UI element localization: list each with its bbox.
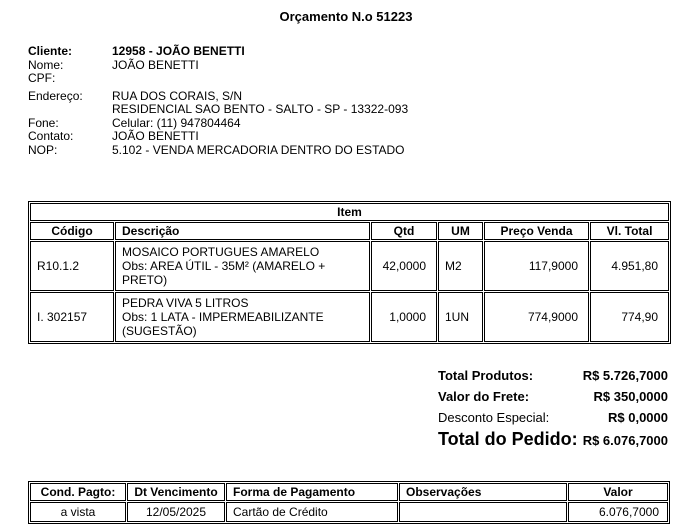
cell-forma-pagamento: Cartão de Crédito: [226, 502, 398, 522]
item-table-title: Item: [30, 203, 669, 221]
item-table-header-row: [30, 222, 669, 240]
table-row: [30, 241, 669, 291]
client-label: Contato:: [28, 129, 74, 143]
client-row-cpf: [28, 72, 692, 86]
cell-dt-vencimento: 12/05/2025: [127, 502, 225, 522]
valor-frete-value: R$ 350,0000: [593, 389, 668, 404]
valor-frete-row: [438, 390, 668, 404]
client-row-nop: [28, 144, 692, 158]
client-value: Celular: (11) 947804464: [112, 115, 241, 130]
client-info-block: [28, 45, 692, 157]
total-produtos-value: R$ 5.726,7000: [582, 368, 668, 383]
column-header-cond-pagto: Cond. Pagto:: [30, 483, 126, 501]
total-produtos-label: Total Produtos:: [438, 368, 534, 383]
column-header-qtd: Qtd: [371, 222, 437, 240]
cell-qtd: 42,0000: [371, 241, 437, 291]
item-obs: Obs: AREA ÚTIL - 35M² (AMARELO + PRETO): [122, 259, 326, 287]
item-table: [28, 201, 671, 344]
cell-vl-total: 774,90: [590, 292, 669, 342]
client-value: JOÃO BENETTI: [112, 57, 199, 72]
client-label: Cliente:: [28, 44, 73, 58]
cell-vl-total: 4.951,80: [590, 241, 669, 291]
client-label: Nome:: [28, 57, 64, 72]
desconto-especial-row: [438, 411, 668, 425]
column-header-um: UM: [438, 222, 483, 240]
page-title: Orçamento N.o 51223: [279, 9, 413, 24]
cell-descricao: [115, 292, 370, 342]
column-header-preco-venda: Preço Venda: [484, 222, 589, 240]
total-produtos-row: [438, 369, 668, 383]
desconto-especial-value: R$ 0,0000: [608, 410, 668, 425]
client-label: Fone:: [28, 115, 59, 130]
client-label: Endereço:: [28, 88, 83, 103]
client-row-fone: [28, 117, 692, 131]
cell-valor: 6.076,7000: [568, 502, 668, 522]
cell-observacoes: [399, 502, 567, 522]
desconto-especial-label: Desconto Especial:: [438, 410, 550, 425]
cell-qtd: 1,0000: [371, 292, 437, 342]
table-row: [30, 502, 668, 522]
client-label: [28, 103, 112, 117]
column-header-descricao: Descrição: [115, 222, 370, 240]
payment-table: [28, 481, 670, 524]
column-header-forma-pagamento: Forma de Pagamento: [226, 483, 398, 501]
client-row-endereco-line2: [28, 103, 692, 117]
cell-um: M2: [438, 241, 483, 291]
cell-codigo: R10.1.2: [30, 241, 114, 291]
column-header-observacoes: Observações: [399, 483, 567, 501]
cell-cond-pagto: a vista: [30, 502, 126, 522]
valor-frete-label: Valor do Frete:: [438, 389, 530, 404]
cell-preco-venda: 774,9000: [484, 292, 589, 342]
client-row-endereco: [28, 90, 692, 104]
client-row-cliente: [28, 45, 692, 59]
client-value: RUA DOS CORAIS, S/N: [112, 88, 243, 103]
payment-table-header-row: [30, 483, 668, 501]
cell-descricao: [115, 241, 370, 291]
item-description: MOSAICO PORTUGUES AMARELO: [122, 245, 320, 259]
column-header-valor: Valor: [568, 483, 668, 501]
totals-block: [438, 369, 668, 448]
table-row: [30, 292, 669, 342]
column-header-vl-total: Vl. Total: [590, 222, 669, 240]
client-label: CPF:: [28, 71, 56, 85]
total-pedido-label: Total do Pedido:: [438, 429, 578, 449]
client-row-contato: [28, 130, 692, 144]
item-obs: Obs: 1 LATA - IMPERMEABILIZANTE (SUGESTÃO): [122, 310, 324, 338]
cell-codigo: I. 302157: [30, 292, 114, 342]
total-pedido-value: R$ 6.076,7000: [582, 433, 668, 448]
client-value: JOÃO BENETTI: [112, 129, 199, 143]
cell-um: 1UN: [438, 292, 483, 342]
client-value: 5.102 - VENDA MERCADORIA DENTRO DO ESTADO: [112, 142, 405, 157]
column-header-dt-vencimento: Dt Vencimento: [127, 483, 225, 501]
client-label: NOP:: [28, 142, 58, 157]
client-value: 12958 - JOÃO BENETTI: [112, 44, 245, 58]
item-table-title-row: [30, 203, 669, 221]
client-value: RESIDENCIAL SAO BENTO - SALTO - SP - 13322-093: [112, 102, 409, 116]
column-header-codigo: Código: [30, 222, 114, 240]
client-row-nome: [28, 59, 692, 73]
item-description: PEDRA VIVA 5 LITROS: [122, 296, 249, 310]
total-pedido-row: [438, 429, 668, 449]
cell-preco-venda: 117,9000: [484, 241, 589, 291]
